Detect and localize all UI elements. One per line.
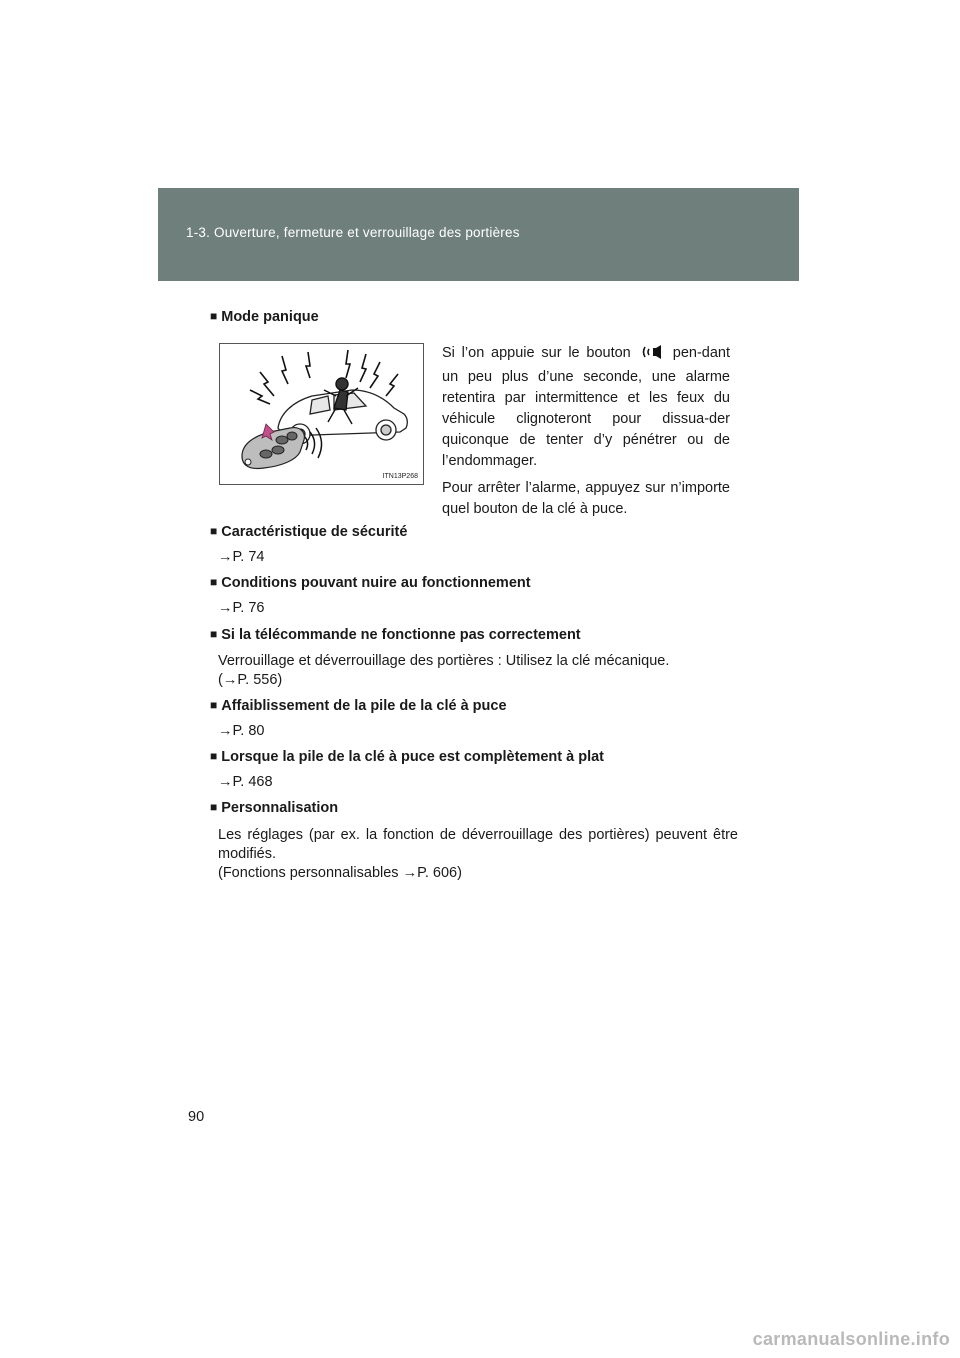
- ref-securite: →P. 74: [218, 549, 265, 565]
- heading-text: Affaiblissement de la pile de la clé à puce: [221, 698, 507, 714]
- section-header: [158, 188, 799, 281]
- bullet-icon: ■: [210, 575, 218, 589]
- remote-line-2: (→P. 556): [218, 672, 283, 688]
- heading-mode-panique: [210, 309, 319, 325]
- bullet-icon: ■: [210, 698, 218, 712]
- bullet-icon: ■: [210, 309, 218, 323]
- bullet-icon: ■: [210, 800, 218, 814]
- heading-securite: [210, 524, 407, 540]
- custom-line-2: (Fonctions personnalisables →P. 606): [218, 865, 462, 881]
- figure-code: ITN13P268: [382, 473, 418, 480]
- bullet-icon: ■: [210, 749, 218, 763]
- car-alarm-illustration: [220, 344, 423, 484]
- heading-text: Lorsque la pile de la clé à puce est complètement à plat: [221, 749, 605, 765]
- smart-key-fob-icon: [242, 428, 304, 469]
- page-number: 90: [188, 1109, 205, 1125]
- heading-conditions: [210, 575, 531, 591]
- heading-text: Caractéristique de sécurité: [221, 524, 408, 540]
- watermark: carmanualsonline.info: [752, 1329, 950, 1349]
- heading-personnalisation: [210, 800, 338, 816]
- heading-pile-plat: [210, 749, 604, 765]
- panic-illustration: [219, 343, 424, 485]
- custom-line-1: Les réglages (par ex. la fonction de déverrouillage des portières) peuvent être modifiés.: [218, 827, 738, 862]
- ref-pile-plat: →P. 468: [218, 774, 273, 790]
- heading-text: Mode panique: [221, 309, 319, 325]
- panic-horn-icon: [641, 344, 663, 367]
- heading-telecommande: [210, 627, 581, 643]
- heading-text: Conditions pouvant nuire au fonctionnement: [221, 575, 531, 591]
- heading-text: Si la télécommande ne fonctionne pas correctement: [221, 627, 581, 643]
- ref-pile-faible: →P. 80: [218, 723, 265, 739]
- ref-conditions: →P. 76: [218, 600, 265, 616]
- bullet-icon: ■: [210, 524, 218, 538]
- panic-para-1-end: pen-dant un peu plus d’une seconde, une alarme retentira par intermittence et les feux du véhicule clignoteront pour dissua-der quiconque de tenter d’y pénétrer ou de l’endommager.: [442, 345, 730, 469]
- heading-text: Personnalisation: [221, 800, 339, 816]
- panic-description: [442, 343, 730, 526]
- heading-pile-faible: [210, 698, 507, 714]
- panic-para-1-start: Si l’on appuie sur le bouton: [442, 345, 631, 361]
- panic-para-1: [442, 343, 730, 472]
- panic-para-2: Pour arrêter l’alarme, appuyez sur n’importe quel bouton de la clé à puce.: [442, 480, 730, 517]
- section-header-title: 1-3. Ouverture, fermeture et verrouillage des portières: [186, 225, 520, 240]
- remote-line-1: Verrouillage et déverrouillage des portières : Utilisez la clé mécanique.: [218, 653, 670, 669]
- bullet-icon: ■: [210, 627, 218, 641]
